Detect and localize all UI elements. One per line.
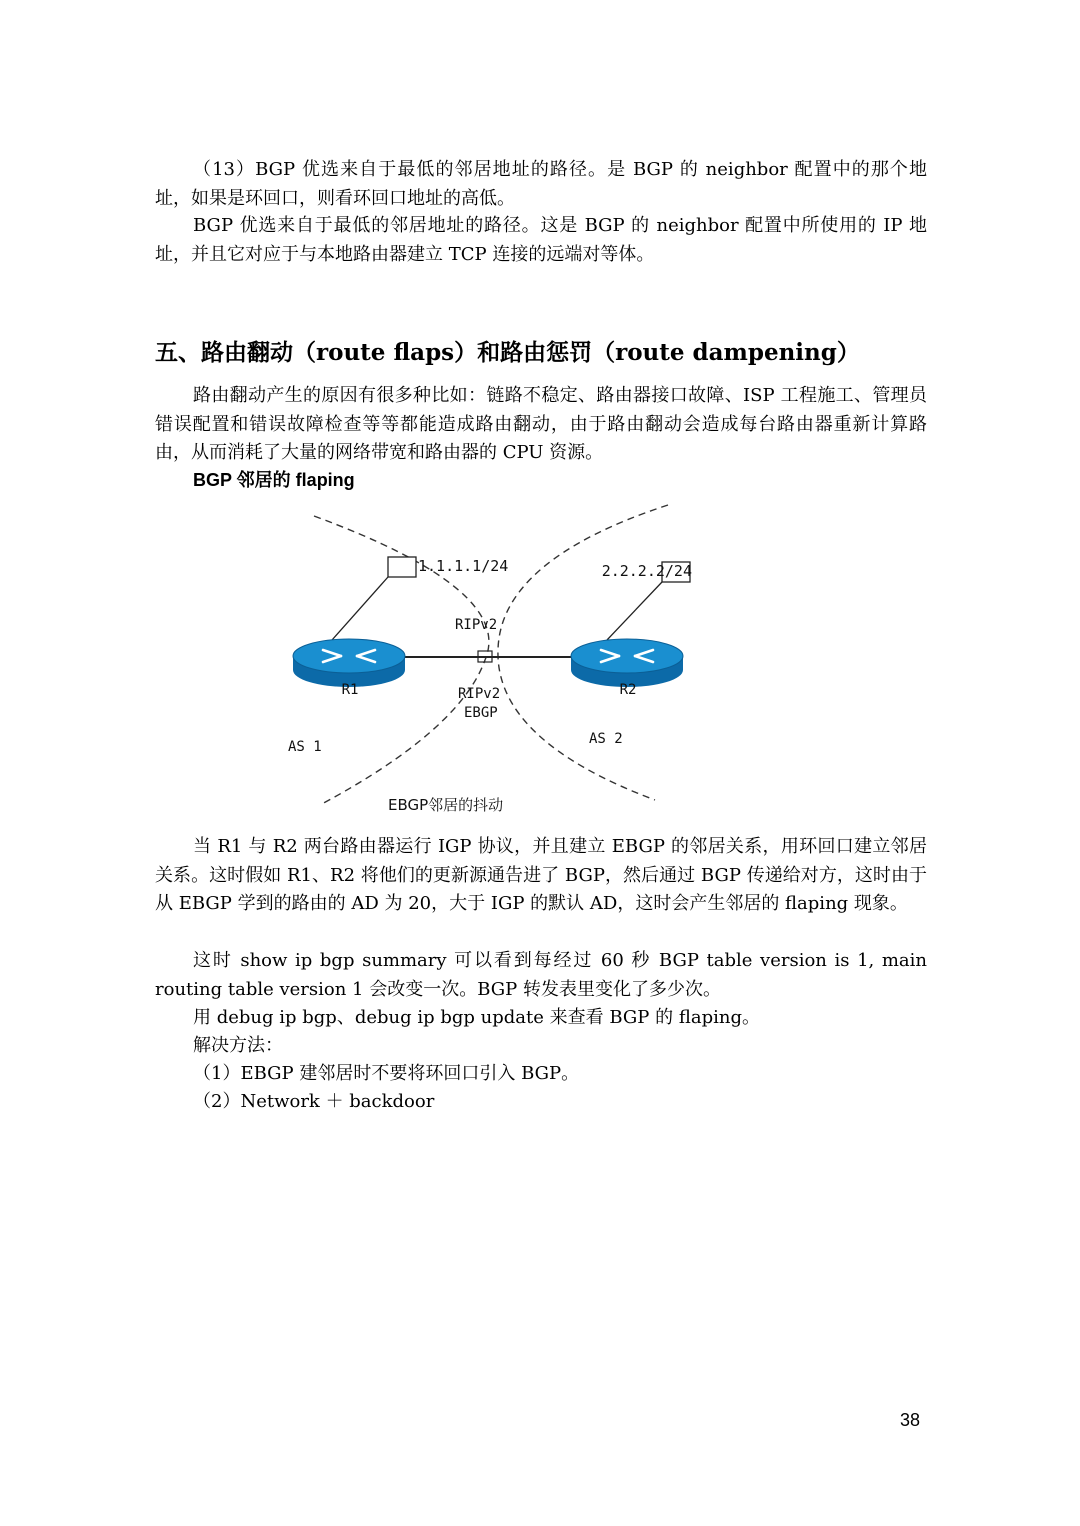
paragraph-route-flap-causes: 路由翻动产生的原因有很多种比如：链路不稳定、路由器接口故障、ISP 工程施工、管理员错误配置和错误故障检查等等都能造成路由翻动，由于路由翻动会造成每台路由器重新计算路由，从而消耗了大量的网络带宽和路由器的 CPU 资源。 xyxy=(155,385,927,463)
as-label-left: AS 1 xyxy=(288,739,322,755)
paragraph-debug-commands: 用 debug ip bgp、debug ip bgp update 来查看 BGP 的 flaping。 xyxy=(193,1007,760,1028)
network-label-right: 2.2.2.2/24 xyxy=(601,562,692,580)
ebgp-flapping-diagram xyxy=(270,500,700,830)
paragraph-igp-ebgp-scenario: 当 R1 与 R2 两台路由器运行 IGP 协议，并且建立 EBGP 的邻居关系，用环回口建立邻居关系。这时假如 R1、R2 将他们的更新源通告进了 BGP，然后通过 BGP 传递给对方，这时由于从 EBGP 学到的路由的 AD 为 20，大于 IGP 的默认 AD，这时会产生邻居的 flaping 现象。 xyxy=(155,836,927,914)
paragraph-13-neighbor-address: （13）BGP 优选来自于最低的邻居地址的路径。是 BGP 的 neighbor 配置中的那个地址，如果是环回口，则看环回口地址的高低。 xyxy=(155,159,927,209)
solution-item-1: （1）EBGP 建邻居时不要将环回口引入 BGP。 xyxy=(193,1063,580,1084)
router-label-r1: R1 xyxy=(341,682,359,698)
page-number: 38 xyxy=(899,1410,920,1430)
subheading-bgp-flaping: BGP 邻居的 flaping xyxy=(193,470,355,490)
section-heading: 五、路由翻动（route flaps）和路由惩罚（route dampening） xyxy=(155,339,860,366)
router-r1-icon xyxy=(293,639,405,687)
as-label-right: AS 2 xyxy=(589,731,623,747)
solution-item-2: （2）Network ＋ backdoor xyxy=(193,1091,435,1112)
network-label-left: 1.1.1.1/24 xyxy=(418,557,509,575)
network-pointer-left xyxy=(332,577,388,640)
router-label-r2: R2 xyxy=(619,682,637,698)
protocol-label-ebgp: EBGP xyxy=(464,705,498,721)
diagram-caption: EBGP邻居的抖动 xyxy=(388,796,504,814)
network-box-left xyxy=(388,557,416,577)
solution-label: 解决方法： xyxy=(193,1035,283,1056)
protocol-label-bottom: RIPv2 xyxy=(458,686,501,702)
router-r2-icon xyxy=(571,639,683,687)
network-pointer-right xyxy=(607,582,662,640)
paragraph-show-ip-bgp-summary: 这时 show ip bgp summary 可以看到每经过 60 秒 BGP table version is 1, main routing table version 1 会改变一次。BGP 转发表里变化了多少次。 xyxy=(155,950,927,1000)
protocol-label-top: RIPv2 xyxy=(455,617,498,633)
paragraph-neighbor-config: BGP 优选来自于最低的邻居地址的路径。这是 BGP 的 neighbor 配置中所使用的 IP 地址，并且它对应于与本地路由器建立 TCP 连接的远端对等体。 xyxy=(155,215,927,265)
